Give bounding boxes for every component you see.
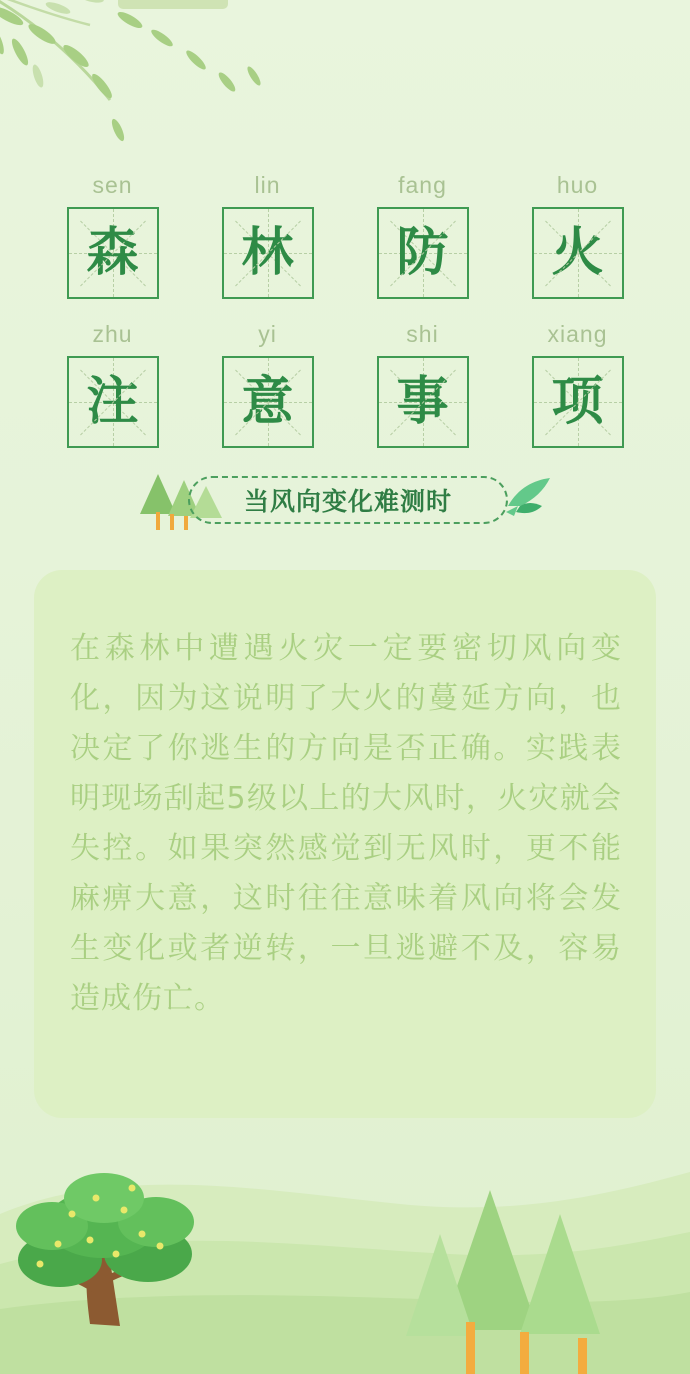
character-grid xyxy=(0,172,690,448)
pinyin-label: fang xyxy=(398,172,447,198)
broadleaf-tree-icon xyxy=(16,1173,194,1326)
hanzi-character: 注 xyxy=(86,372,139,432)
tianzi-box xyxy=(67,356,159,448)
pinyin-label: zhu xyxy=(92,321,133,347)
pinyin-label: shi xyxy=(406,321,439,347)
top-notch-bar xyxy=(118,0,228,9)
character-cell xyxy=(58,321,168,448)
tianzi-box xyxy=(377,356,469,448)
character-cell xyxy=(368,321,478,448)
hanzi-character: 防 xyxy=(396,223,449,283)
hanzi-character: 火 xyxy=(551,223,604,283)
bottom-scenery xyxy=(0,1094,690,1374)
tianzi-box xyxy=(67,207,159,299)
character-cell xyxy=(213,172,323,299)
character-cell xyxy=(523,172,633,299)
tianzi-box xyxy=(532,207,624,299)
character-cell xyxy=(213,321,323,448)
hanzi-character: 森 xyxy=(86,223,139,283)
character-row-2 xyxy=(0,321,690,448)
pinyin-label: xiang xyxy=(547,321,608,347)
hanzi-character: 林 xyxy=(241,223,294,283)
body-paragraph: 在森林中遭遇火灾一定要密切风向变化，因为这说明了大火的蔓延方向，也决定了你逃生的方向是否正确。实践表明现场刮起5级以上的大风时，火灾就会失控。如果突然感觉到无风时，更不能麻痹大意，这时往往意味着风向将会发生变化或者逆转，一旦逃避不及，容易造成伤亡。 xyxy=(70,631,622,1016)
tianzi-box xyxy=(532,356,624,448)
character-cell xyxy=(523,321,633,448)
tianzi-box xyxy=(377,207,469,299)
pine-forest-icon xyxy=(406,1190,600,1374)
content-card xyxy=(34,570,656,1118)
bird-icon xyxy=(500,472,560,528)
character-cell xyxy=(368,172,478,299)
subtitle-text: 当风向变化难测时 xyxy=(243,487,452,516)
hanzi-character: 意 xyxy=(241,372,294,432)
hanzi-character: 事 xyxy=(396,372,449,432)
tianzi-box xyxy=(222,207,314,299)
character-cell xyxy=(58,172,168,299)
subtitle-banner xyxy=(0,466,690,536)
tianzi-box xyxy=(222,356,314,448)
pinyin-label: yi xyxy=(258,321,277,347)
pinyin-label: lin xyxy=(254,172,281,198)
character-row-1 xyxy=(0,172,690,299)
pinyin-label: sen xyxy=(92,172,133,198)
willow-branch-icon xyxy=(0,0,310,180)
hanzi-character: 项 xyxy=(551,372,604,432)
pinyin-label: huo xyxy=(556,172,599,198)
rolling-hills-icon xyxy=(0,1172,690,1374)
